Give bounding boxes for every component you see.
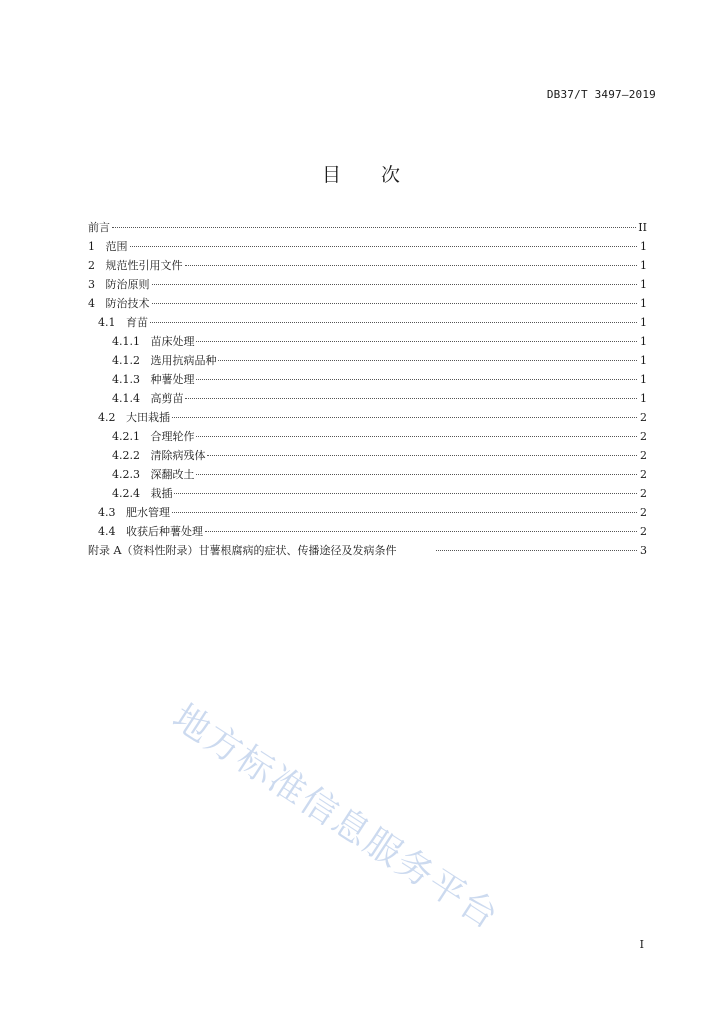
toc-entry-number: 4.1.3: [112, 373, 151, 386]
toc-entry-number: 4.2.4: [112, 487, 151, 500]
toc-entry-page: 1: [640, 373, 647, 386]
toc-leader-dots: [152, 284, 638, 285]
toc-entry-label: 深翻改土: [150, 468, 195, 481]
toc-leader-dots: [150, 322, 637, 323]
toc-leader-dots: [152, 303, 638, 304]
toc-entry-number: 1: [88, 240, 106, 253]
title-char-right: 次: [381, 164, 403, 186]
toc-leader-dots: [172, 417, 637, 418]
toc-entry[interactable]: [88, 275, 647, 294]
toc-entry[interactable]: [88, 465, 647, 484]
toc-leader-dots: [185, 398, 637, 399]
toc-entry-label: 前言: [88, 221, 110, 234]
toc-entry-number: 4.2.1: [112, 430, 151, 443]
toc-leader-dots: [196, 379, 637, 380]
toc-entry[interactable]: [88, 294, 647, 313]
toc-entry[interactable]: [88, 256, 647, 275]
toc-entry[interactable]: [88, 218, 647, 237]
toc-entry-page: 1: [640, 354, 647, 367]
toc-entry-page: 2: [640, 525, 647, 538]
toc-entry-label: 防治原则: [105, 278, 150, 291]
toc-entry-label: 附录 A（资料性附录）甘薯根腐病的症状、传播途径及发病条件: [88, 544, 397, 557]
table-of-contents: [88, 218, 647, 560]
toc-entry-page: 1: [640, 392, 647, 405]
toc-entry-number: 4.2: [98, 411, 126, 424]
toc-entry[interactable]: [88, 484, 647, 503]
toc-entry-number: 4.1: [98, 316, 126, 329]
toc-entry[interactable]: [88, 332, 647, 351]
toc-entry-page: 2: [640, 449, 647, 462]
toc-entry-label: 栽插: [150, 487, 173, 500]
page-title: [0, 160, 724, 187]
toc-leader-dots: [130, 246, 638, 247]
toc-leader-dots: [112, 227, 636, 228]
toc-entry-page: 2: [640, 411, 647, 424]
toc-entry-page: 1: [640, 316, 647, 329]
toc-entry[interactable]: [88, 389, 647, 408]
toc-entry-page: 2: [640, 506, 647, 519]
toc-entry-label: 育苗: [125, 316, 148, 329]
toc-entry-label: 选用抗病品种: [150, 354, 217, 367]
document-code: DB37/T 3497—2019: [546, 88, 656, 101]
toc-entry-label: 收获后种薯处理: [125, 525, 203, 538]
toc-entry[interactable]: [88, 408, 647, 427]
toc-leader-dots: [205, 531, 637, 532]
toc-entry-number: 4.3: [98, 506, 126, 519]
toc-entry-label: 大田栽插: [125, 411, 170, 424]
toc-entry[interactable]: [88, 522, 647, 541]
toc-entry-label: 范围: [105, 240, 128, 253]
toc-leader-dots: [185, 265, 638, 266]
toc-entry[interactable]: [88, 427, 647, 446]
toc-entry-page: 1: [640, 240, 647, 253]
toc-leader-dots: [174, 493, 637, 494]
toc-entry-number: 3: [88, 278, 106, 291]
toc-entry-page: 1: [640, 335, 647, 348]
toc-entry-page: 2: [640, 487, 647, 500]
toc-entry[interactable]: [88, 446, 647, 465]
toc-entry-number: 4.4: [98, 525, 126, 538]
toc-entry[interactable]: [88, 351, 647, 370]
toc-entry-page: 1: [640, 259, 647, 272]
toc-entry-number: 4.2.2: [112, 449, 151, 462]
toc-entry-page: II: [638, 221, 647, 234]
title-char-left: 目: [321, 164, 343, 186]
watermark: 地方标准信息服务平台: [165, 696, 507, 939]
toc-entry-label: 防治技术: [105, 297, 150, 310]
toc-entry-number: 2: [88, 259, 106, 272]
toc-leader-dots: [436, 550, 637, 551]
toc-entry-number: 4.1.2: [112, 354, 151, 367]
toc-entry-label: 合理轮作: [150, 430, 195, 443]
toc-entry-label: 高剪苗: [150, 392, 184, 405]
toc-leader-dots: [207, 455, 637, 456]
toc-entry-page: 2: [640, 468, 647, 481]
toc-entry-label: 清除病残体: [150, 449, 206, 462]
toc-entry-page: 1: [640, 278, 647, 291]
toc-entry-label: 肥水管理: [125, 506, 170, 519]
toc-entry-page: 3: [640, 544, 647, 557]
toc-entry-label: 规范性引用文件: [105, 259, 183, 272]
toc-leader-dots: [196, 341, 637, 342]
toc-entry-page: 2: [640, 430, 647, 443]
toc-leader-dots: [196, 436, 637, 437]
toc-leader-dots: [218, 360, 637, 361]
toc-entry[interactable]: [88, 237, 647, 256]
toc-entry-appendix-a[interactable]: [88, 541, 647, 560]
toc-entry[interactable]: [88, 313, 647, 332]
toc-entry[interactable]: [88, 370, 647, 389]
toc-entry-number: 4: [88, 297, 106, 310]
toc-entry[interactable]: [88, 503, 647, 522]
toc-entry-number: 4.2.3: [112, 468, 151, 481]
toc-entry-page: 1: [640, 297, 647, 310]
toc-leader-dots: [196, 474, 637, 475]
toc-entry-label: 种薯处理: [150, 373, 195, 386]
page-number: I: [639, 938, 644, 951]
toc-entry-number: 4.1.4: [112, 392, 151, 405]
toc-entry-label: 苗床处理: [150, 335, 195, 348]
toc-entry-number: 4.1.1: [112, 335, 151, 348]
toc-leader-dots: [172, 512, 637, 513]
